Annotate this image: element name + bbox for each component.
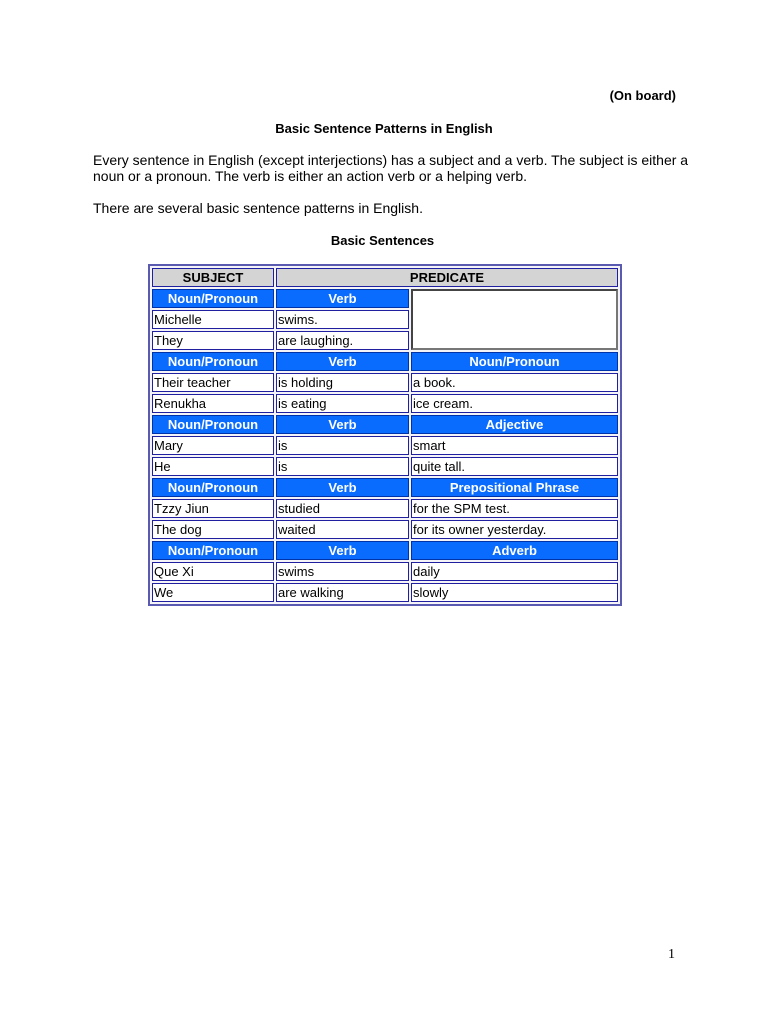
on-board-note: (On board) bbox=[609, 88, 676, 103]
pattern-header-cell: Verb bbox=[276, 352, 409, 371]
pattern-header-cell: Adjective bbox=[411, 415, 618, 434]
pattern-header-cell: Noun/Pronoun bbox=[152, 352, 274, 371]
empty-predicate-cell bbox=[411, 289, 618, 350]
pattern-header-row bbox=[152, 541, 618, 560]
verb-cell: is eating bbox=[276, 394, 409, 413]
pattern-header-cell: Noun/Pronoun bbox=[411, 352, 618, 371]
patterns-paragraph: There are several basic sentence patterns in English. bbox=[93, 200, 423, 216]
pattern-header-cell: Verb bbox=[276, 541, 409, 560]
page-number: 1 bbox=[668, 947, 675, 962]
subject-cell: He bbox=[152, 457, 274, 476]
example-row bbox=[152, 562, 618, 581]
example-row bbox=[152, 520, 618, 539]
column-header-row bbox=[152, 268, 618, 287]
pattern-header-cell: Noun/Pronoun bbox=[152, 541, 274, 560]
sentence-patterns-table bbox=[148, 264, 622, 606]
complement-cell: a book. bbox=[411, 373, 618, 392]
subject-cell: Michelle bbox=[152, 310, 274, 329]
subject-cell: Their teacher bbox=[152, 373, 274, 392]
pattern-header-cell: Adverb bbox=[411, 541, 618, 560]
example-row bbox=[152, 457, 618, 476]
verb-cell: is bbox=[276, 436, 409, 455]
pattern-header-cell: Prepositional Phrase bbox=[411, 478, 618, 497]
subject-cell: Tzzy Jiun bbox=[152, 499, 274, 518]
subject-cell: Que Xi bbox=[152, 562, 274, 581]
intro-paragraph: Every sentence in English (except interjections) has a subject and a verb. The subject is either a noun or a pronoun. The verb is either an action verb or a helping verb. bbox=[93, 152, 689, 184]
subject-cell: Mary bbox=[152, 436, 274, 455]
verb-cell: are walking bbox=[276, 583, 409, 602]
example-row bbox=[152, 499, 618, 518]
complement-cell: quite tall. bbox=[411, 457, 618, 476]
pattern-header-cell: Verb bbox=[276, 478, 409, 497]
verb-cell: is holding bbox=[276, 373, 409, 392]
complement-cell: for the SPM test. bbox=[411, 499, 618, 518]
pattern-header-row bbox=[152, 289, 618, 308]
pattern-header-cell: Noun/Pronoun bbox=[152, 289, 274, 308]
complement-cell: daily bbox=[411, 562, 618, 581]
subject-column-header: SUBJECT bbox=[152, 268, 274, 287]
pattern-header-cell: Noun/Pronoun bbox=[152, 478, 274, 497]
pattern-header-row bbox=[152, 478, 618, 497]
verb-cell: swims. bbox=[276, 310, 409, 329]
pattern-header-cell: Verb bbox=[276, 415, 409, 434]
pattern-header-row bbox=[152, 352, 618, 371]
subject-cell: We bbox=[152, 583, 274, 602]
verb-cell: waited bbox=[276, 520, 409, 539]
subject-cell: The dog bbox=[152, 520, 274, 539]
example-row bbox=[152, 373, 618, 392]
verb-cell: studied bbox=[276, 499, 409, 518]
verb-cell: are laughing. bbox=[276, 331, 409, 350]
subject-cell: Renukha bbox=[152, 394, 274, 413]
pattern-header-row bbox=[152, 415, 618, 434]
predicate-column-header: PREDICATE bbox=[276, 268, 618, 287]
example-row bbox=[152, 436, 618, 455]
table-caption: Basic Sentences bbox=[330, 233, 435, 248]
complement-cell: slowly bbox=[411, 583, 618, 602]
complement-cell: for its owner yesterday. bbox=[411, 520, 618, 539]
pattern-header-cell: Verb bbox=[276, 289, 409, 308]
example-row bbox=[152, 394, 618, 413]
document-title: Basic Sentence Patterns in English bbox=[275, 121, 493, 136]
verb-cell: swims bbox=[276, 562, 409, 581]
complement-cell: ice cream. bbox=[411, 394, 618, 413]
subject-cell: They bbox=[152, 331, 274, 350]
complement-cell: smart bbox=[411, 436, 618, 455]
verb-cell: is bbox=[276, 457, 409, 476]
example-row bbox=[152, 583, 618, 602]
pattern-header-cell: Noun/Pronoun bbox=[152, 415, 274, 434]
